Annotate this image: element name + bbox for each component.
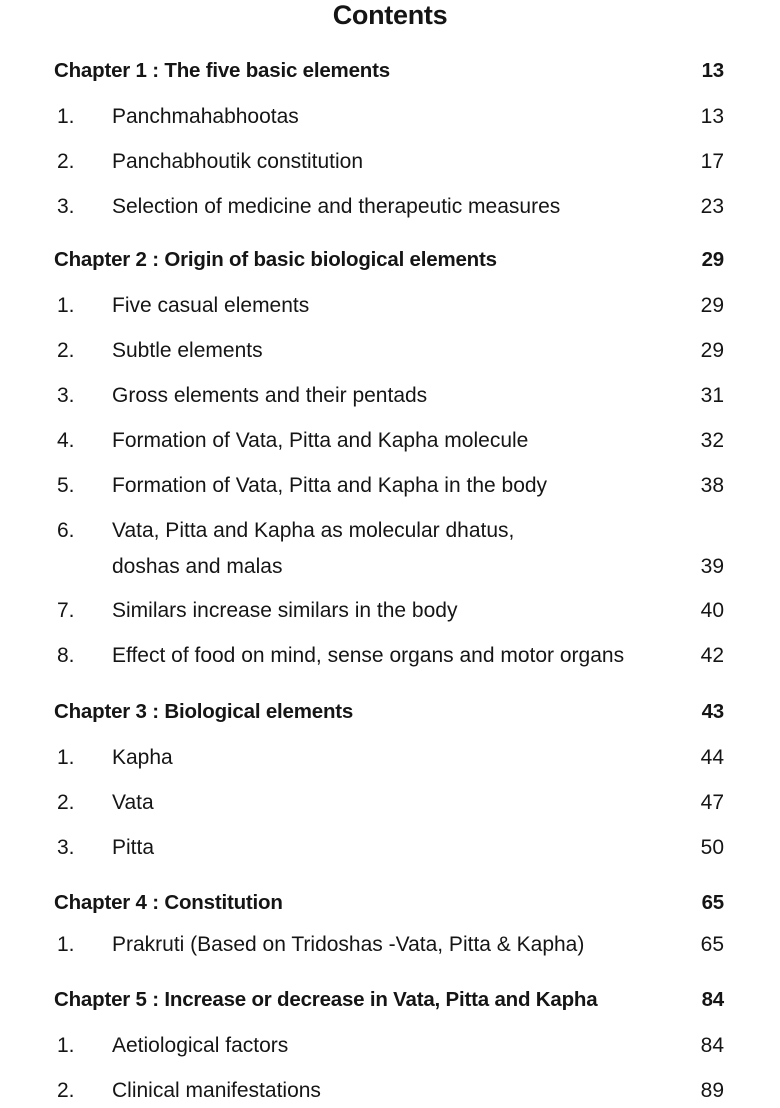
entry-number: 7. — [57, 599, 75, 622]
page-number: 17 — [700, 150, 724, 173]
entry-number: 3. — [57, 195, 75, 218]
page-number: 89 — [700, 1079, 724, 1102]
chapter-title: Chapter 3 : Biological elements — [54, 700, 354, 723]
entry-title-continued: doshas and malas — [112, 555, 283, 578]
entry-title: Effect of food on mind, sense organs and motor organs — [112, 644, 625, 667]
toc-entry — [0, 932, 780, 958]
toc-entry — [0, 518, 780, 578]
chapter-title: Chapter 5 : Increase or decrease in Vata, Pitta and Kapha — [54, 988, 598, 1011]
chapter-heading — [0, 247, 780, 273]
entry-title: Kapha — [112, 746, 173, 769]
page-title: Contents — [332, 0, 448, 30]
page-number: 84 — [700, 1034, 724, 1057]
page-number: 13 — [701, 59, 724, 82]
entry-number: 1. — [57, 294, 75, 317]
entry-title: Gross elements and their pentads — [112, 384, 428, 407]
entry-title: Clinical manifestations — [112, 1079, 321, 1102]
toc-entry — [0, 383, 780, 409]
page-number: 38 — [700, 474, 724, 497]
entry-number: 1. — [57, 105, 75, 128]
entry-number: 8. — [57, 644, 75, 667]
entry-number: 2. — [57, 150, 75, 173]
toc-entry — [0, 428, 780, 454]
toc-entry — [0, 643, 780, 669]
entry-number: 2. — [57, 339, 75, 362]
entry-title: Formation of Vata, Pitta and Kapha in the body — [112, 474, 548, 497]
entry-number: 1. — [57, 746, 75, 769]
entry-title: Selection of medicine and therapeutic measures — [112, 195, 561, 218]
chapter-title: Chapter 4 : Constitution — [54, 891, 283, 914]
chapter-heading — [0, 699, 780, 725]
entry-number: 3. — [57, 836, 75, 859]
entry-title: Vata, Pitta and Kapha as molecular dhatus, — [112, 519, 515, 542]
page-number: 32 — [700, 429, 724, 452]
entry-title: Pitta — [112, 836, 155, 859]
page-number: 31 — [700, 384, 724, 407]
entry-number: 3. — [57, 384, 75, 407]
entry-title: Formation of Vata, Pitta and Kapha molecule — [112, 429, 529, 452]
entry-number: 1. — [57, 933, 75, 956]
toc-entry — [0, 473, 780, 499]
toc-entry — [0, 745, 780, 771]
toc-entry — [0, 194, 780, 220]
page-number: 65 — [700, 933, 724, 956]
toc-entry — [0, 338, 780, 364]
page-number: 43 — [701, 700, 724, 723]
chapter-title: Chapter 2 : Origin of basic biological elements — [54, 248, 497, 271]
toc-entry — [0, 598, 780, 624]
toc-entry — [0, 1033, 780, 1059]
page-number: 23 — [700, 195, 724, 218]
chapter-title: Chapter 1 : The five basic elements — [54, 59, 390, 82]
entry-title: Subtle elements — [112, 339, 263, 362]
toc-entry — [0, 835, 780, 861]
entry-title: Panchmahabhootas — [112, 105, 299, 128]
chapter-heading — [0, 987, 780, 1013]
entry-number: 2. — [57, 1079, 75, 1102]
entry-title: Similars increase similars in the body — [112, 599, 458, 622]
page-number: 42 — [700, 644, 724, 667]
page-number: 29 — [700, 294, 724, 317]
toc-entry — [0, 293, 780, 319]
chapter-heading — [0, 58, 780, 84]
entry-number: 4. — [57, 429, 75, 452]
toc-entry — [0, 1078, 780, 1104]
entry-number: 2. — [57, 791, 75, 814]
entry-number: 6. — [57, 519, 75, 542]
page-number: 13 — [700, 105, 724, 128]
page-number: 29 — [700, 339, 724, 362]
page-number: 84 — [701, 988, 724, 1011]
toc-entry — [0, 104, 780, 130]
page-number: 65 — [701, 891, 724, 914]
page-number: 39 — [700, 555, 724, 578]
chapter-heading — [0, 890, 780, 916]
page-number: 47 — [700, 791, 724, 814]
toc-entry — [0, 790, 780, 816]
entry-number: 5. — [57, 474, 75, 497]
entry-title: Prakruti (Based on Tridoshas -Vata, Pitta & Kapha) — [112, 933, 585, 956]
entry-title: Vata — [112, 791, 154, 814]
page-number: 44 — [700, 746, 724, 769]
entry-title: Five casual elements — [112, 294, 310, 317]
toc-entry — [0, 149, 780, 175]
entry-title: Panchabhoutik constitution — [112, 150, 364, 173]
page-number: 40 — [700, 599, 724, 622]
page-number: 29 — [701, 248, 724, 271]
entry-title: Aetiological factors — [112, 1034, 289, 1057]
page-number: 50 — [700, 836, 724, 859]
entry-number: 1. — [57, 1034, 75, 1057]
